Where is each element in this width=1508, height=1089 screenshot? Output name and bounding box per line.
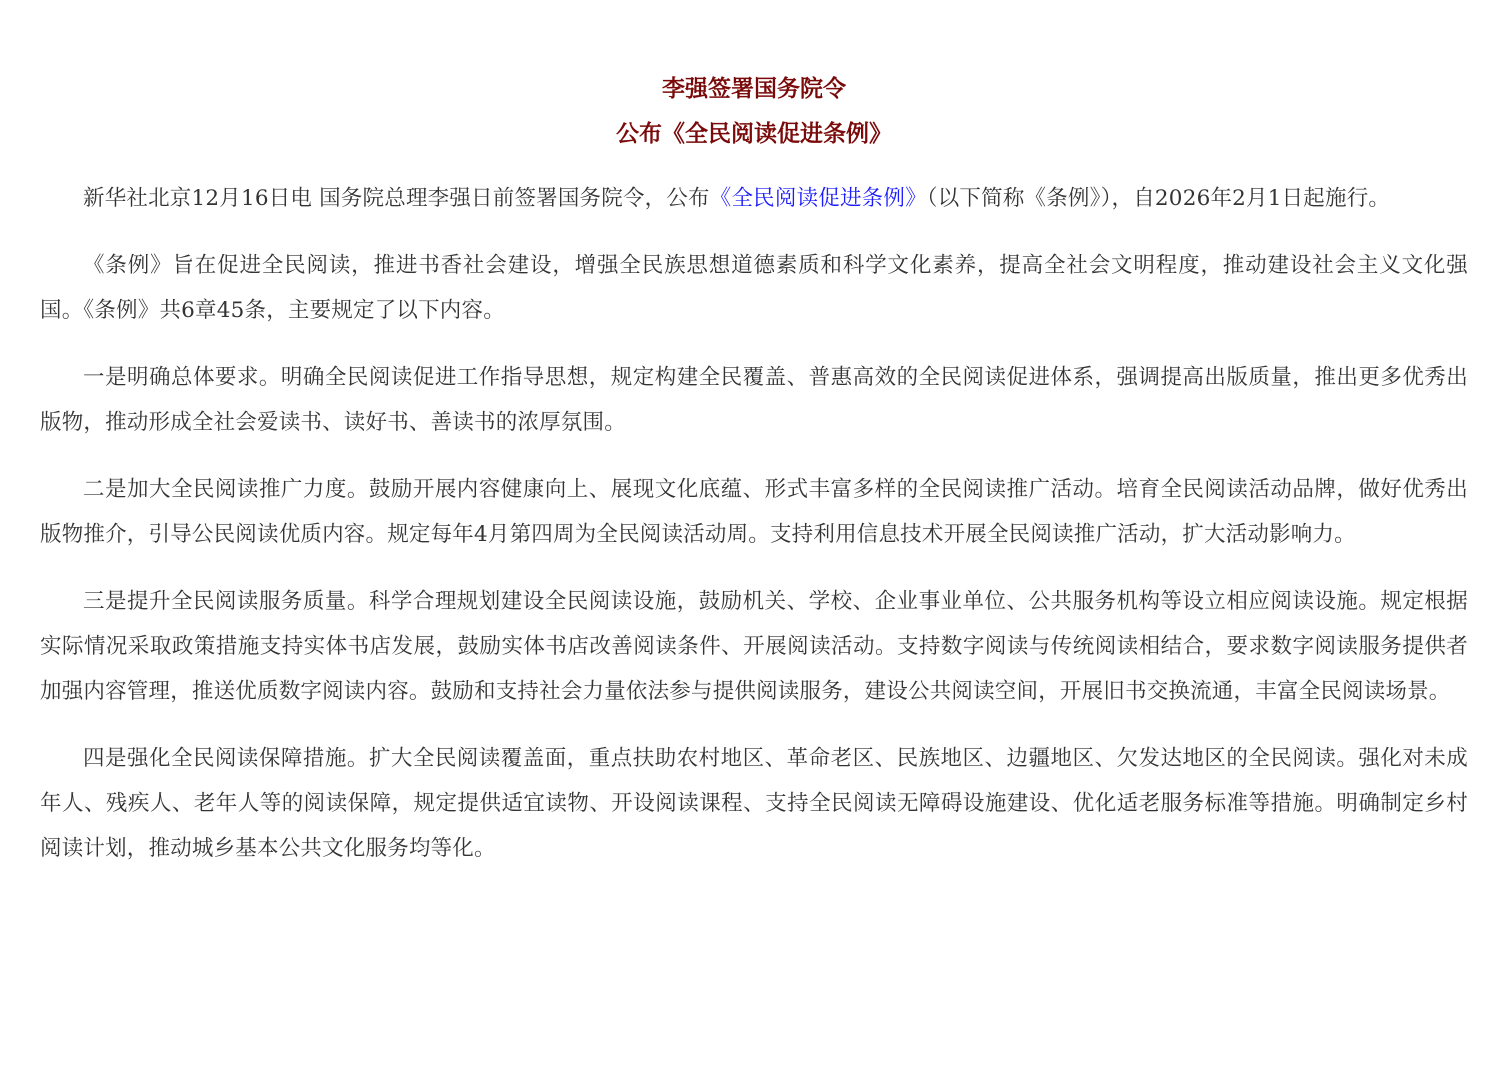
paragraph-point-1: 一是明确总体要求。明确全民阅读促进工作指导思想，规定构建全民覆盖、普惠高效的全民阅读促进体系，强调提高出版质量，推出更多优秀出版物，推动形成全社会爱读书、读好书、善读书的浓厚氛围。 [40,365,1468,435]
lead-text-before-link: 新华社北京12月16日电 国务院总理李强日前签署国务院令，公布 [83,186,710,211]
headline-line-1: 李强签署国务院令 [662,75,846,102]
article-body [40,176,1468,871]
paragraph-point-3: 三是提升全民阅读服务质量。科学合理规划建设全民阅读设施，鼓励机关、学校、企业事业单位、公共服务机构等设立相应阅读设施。规定根据实际情况采取政策措施支持实体书店发展，鼓励实体书店改善阅读条件、开展阅读活动。支持数字阅读与传统阅读相结合，要求数字阅读服务提供者加强内容管理，推送优质数字阅读内容。鼓励和支持社会力量依法参与提供阅读服务，建设公共阅读空间，开展旧书交换流通，丰富全民阅读场景。 [40,589,1468,704]
paragraph-lead [40,176,1468,221]
headline-line-2: 公布《全民阅读促进条例》 [616,120,892,147]
lead-text-after-link: （以下简称《条例》），自2026年2月1日起施行。 [926,186,1391,211]
paragraph-point-4: 四是强化全民阅读保障措施。扩大全民阅读覆盖面，重点扶助农村地区、革命老区、民族地区、边疆地区、欠发达地区的全民阅读。强化对未成年人、残疾人、老年人等的阅读保障，规定提供适宜读物、开设阅读课程、支持全民阅读无障碍设施建设、优化适老服务标准等措施。明确制定乡村阅读计划，推动城乡基本公共文化服务均等化。 [40,746,1468,861]
paragraph-purpose: 《条例》旨在促进全民阅读，推进书香社会建设，增强全民族思想道德素质和科学文化素养，提高全社会文明程度，推动建设社会主义文化强国。《条例》共6章45条，主要规定了以下内容。 [40,253,1468,323]
regulation-link[interactable]: 《全民阅读促进条例》 [709,186,927,211]
paragraph-point-2: 二是加大全民阅读推广力度。鼓励开展内容健康向上、展现文化底蕴、形式丰富多样的全民阅读推广活动。培育全民阅读活动品牌，做好优秀出版物推介，引导公民阅读优质内容。规定每年4月第四周为全民阅读活动周。支持利用信息技术开展全民阅读推广活动，扩大活动影响力。 [40,477,1468,547]
article-headline [40,66,1468,156]
